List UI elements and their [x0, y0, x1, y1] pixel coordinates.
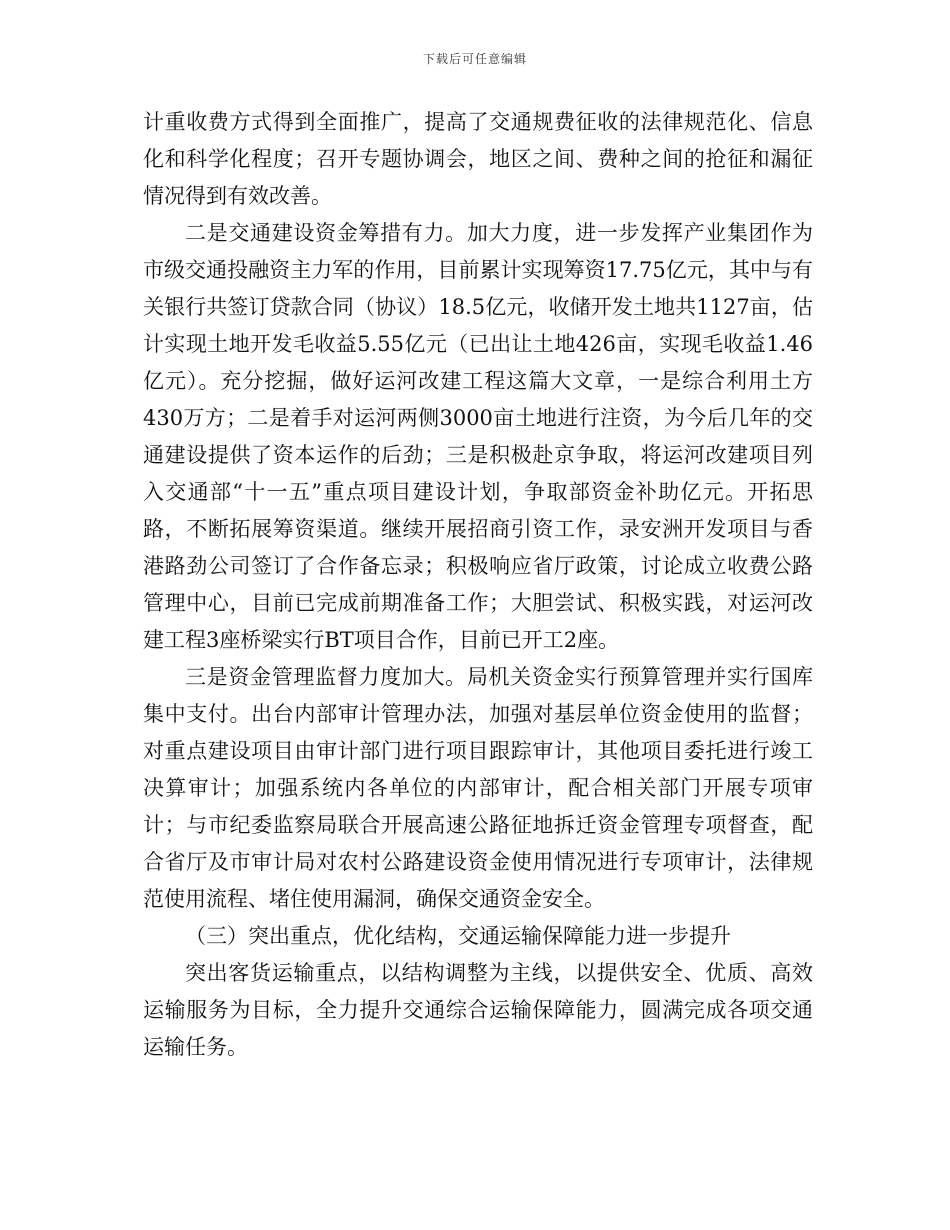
page-header: 下载后可任意编辑	[422, 52, 527, 66]
paragraph-supervision: 三是资金管理监督力度加大。局机关资金实行预算管理并实行国库集中支付。出台内部审计管理办法，加强对基层单位资金使用的监督；对重点建设项目由审计部门进行项目跟踪审计，其他项目委托进行竣工决算审计；加强系统内各单位的内部审计，配合相关部门开展专项审计；与市纪委监察局联合开展高速公路征地拆迁资金管理专项督查，配合省厅及市审计局对农村公路建设资金使用情况进行专项审计，法律规范使用流程、堵住使用漏洞，确保交通资金安全。	[143, 665, 813, 911]
document-body	[143, 104, 813, 1066]
paragraph-transport: 突出客货运输重点，以结构调整为主线，以提供安全、优质、高效运输服务为目标，全力提升交通综合运输保障能力，圆满完成各项交通运输任务。	[143, 961, 813, 1059]
section-heading: （三）突出重点，优化结构，交通运输保障能力进一步提升	[185, 924, 731, 948]
paragraph-continuation: 计重收费方式得到全面推广，提高了交通规费征收的法律规范化、信息化和科学化程度；召开专题协调会，地区之间、费种之间的抢征和漏征情况得到有效改善。	[143, 110, 813, 208]
paragraph-funding: 二是交通建设资金筹措有力。加大力度，进一步发挥产业集团作为市级交通投融资主力军的作用，目前累计实现筹资17.75亿元，其中与有关银行共签订贷款合同（协议）18.5亿元，收储开发土地共1127亩，估计实现土地开发毛收益5.55亿元（已出让土地426亩，实现毛收益1.46亿元）。充分挖掘，做好运河改建工程这篇大文章，一是综合利用土方430万方；二是着手对运河两侧3000亩土地进行注资，为今后几年的交通建设提供了资本运作的后劲；三是积极赴京争取，将运河改建项目列入交通部“十一五”重点项目建设计划，争取部资金补助亿元。开拓思路，不断拓展筹资渠道。继续开展招商引资工作，录安洲开发项目与香港路劲公司签订了合作备忘录；积极响应省厅政策，讨论成立收费公路管理中心，目前已完成前期准备工作；大胆尝试、积极实践，对运河改建工程3座桥梁实行BT项目合作，目前已开工2座。	[143, 221, 813, 652]
